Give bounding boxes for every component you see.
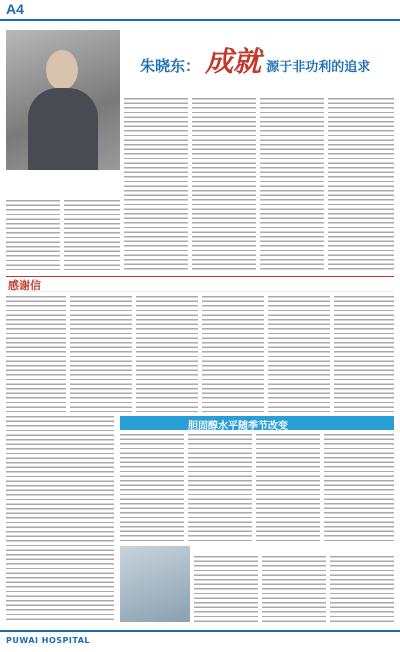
feature-headline <box>140 40 370 80</box>
photo-caption <box>6 172 120 198</box>
health-text-col-1 <box>120 434 184 542</box>
feature-text-col-4 <box>192 98 256 270</box>
health-text-col-4 <box>324 434 394 542</box>
thanks-letter-5 <box>268 296 330 412</box>
portrait-body <box>28 88 98 170</box>
health-lower-text-3 <box>330 556 394 622</box>
left-column-text <box>6 416 114 622</box>
page-footer <box>0 630 400 652</box>
health-banner-title: 胆固醇水平随季节改变 <box>188 421 288 432</box>
feature-photo <box>6 30 120 170</box>
portrait-head <box>46 50 78 90</box>
health-text-col-2 <box>188 434 252 542</box>
health-inset-photo <box>120 546 190 622</box>
thanks-letter-3 <box>136 296 198 412</box>
thanks-letter-2 <box>70 296 132 412</box>
headline-name: 朱晓东： <box>140 57 201 75</box>
feature-text-col-3 <box>124 98 188 270</box>
feature-text-col-5 <box>260 98 324 270</box>
thanks-letter-6 <box>334 296 394 412</box>
health-lower-text-2 <box>262 556 326 622</box>
page-header <box>0 0 400 21</box>
feature-text-col-1 <box>6 200 60 270</box>
thanks-heading-bar <box>6 276 394 292</box>
feature-text-col-2 <box>64 200 120 270</box>
health-banner <box>120 416 394 430</box>
page-label: A4 <box>6 1 24 17</box>
thanks-letter-1 <box>6 296 66 412</box>
feature-text-col-6 <box>328 98 394 270</box>
health-text-col-3 <box>256 434 320 542</box>
thanks-letter-4 <box>202 296 264 412</box>
headline-rest: 源于非功利的追求 <box>266 60 371 75</box>
footer-brand: PUWAI HOSPITAL <box>6 636 90 645</box>
thanks-heading: 感谢信 <box>8 279 41 292</box>
health-lower-text-1 <box>194 556 258 622</box>
headline-emphasis: 成就 <box>205 45 262 78</box>
